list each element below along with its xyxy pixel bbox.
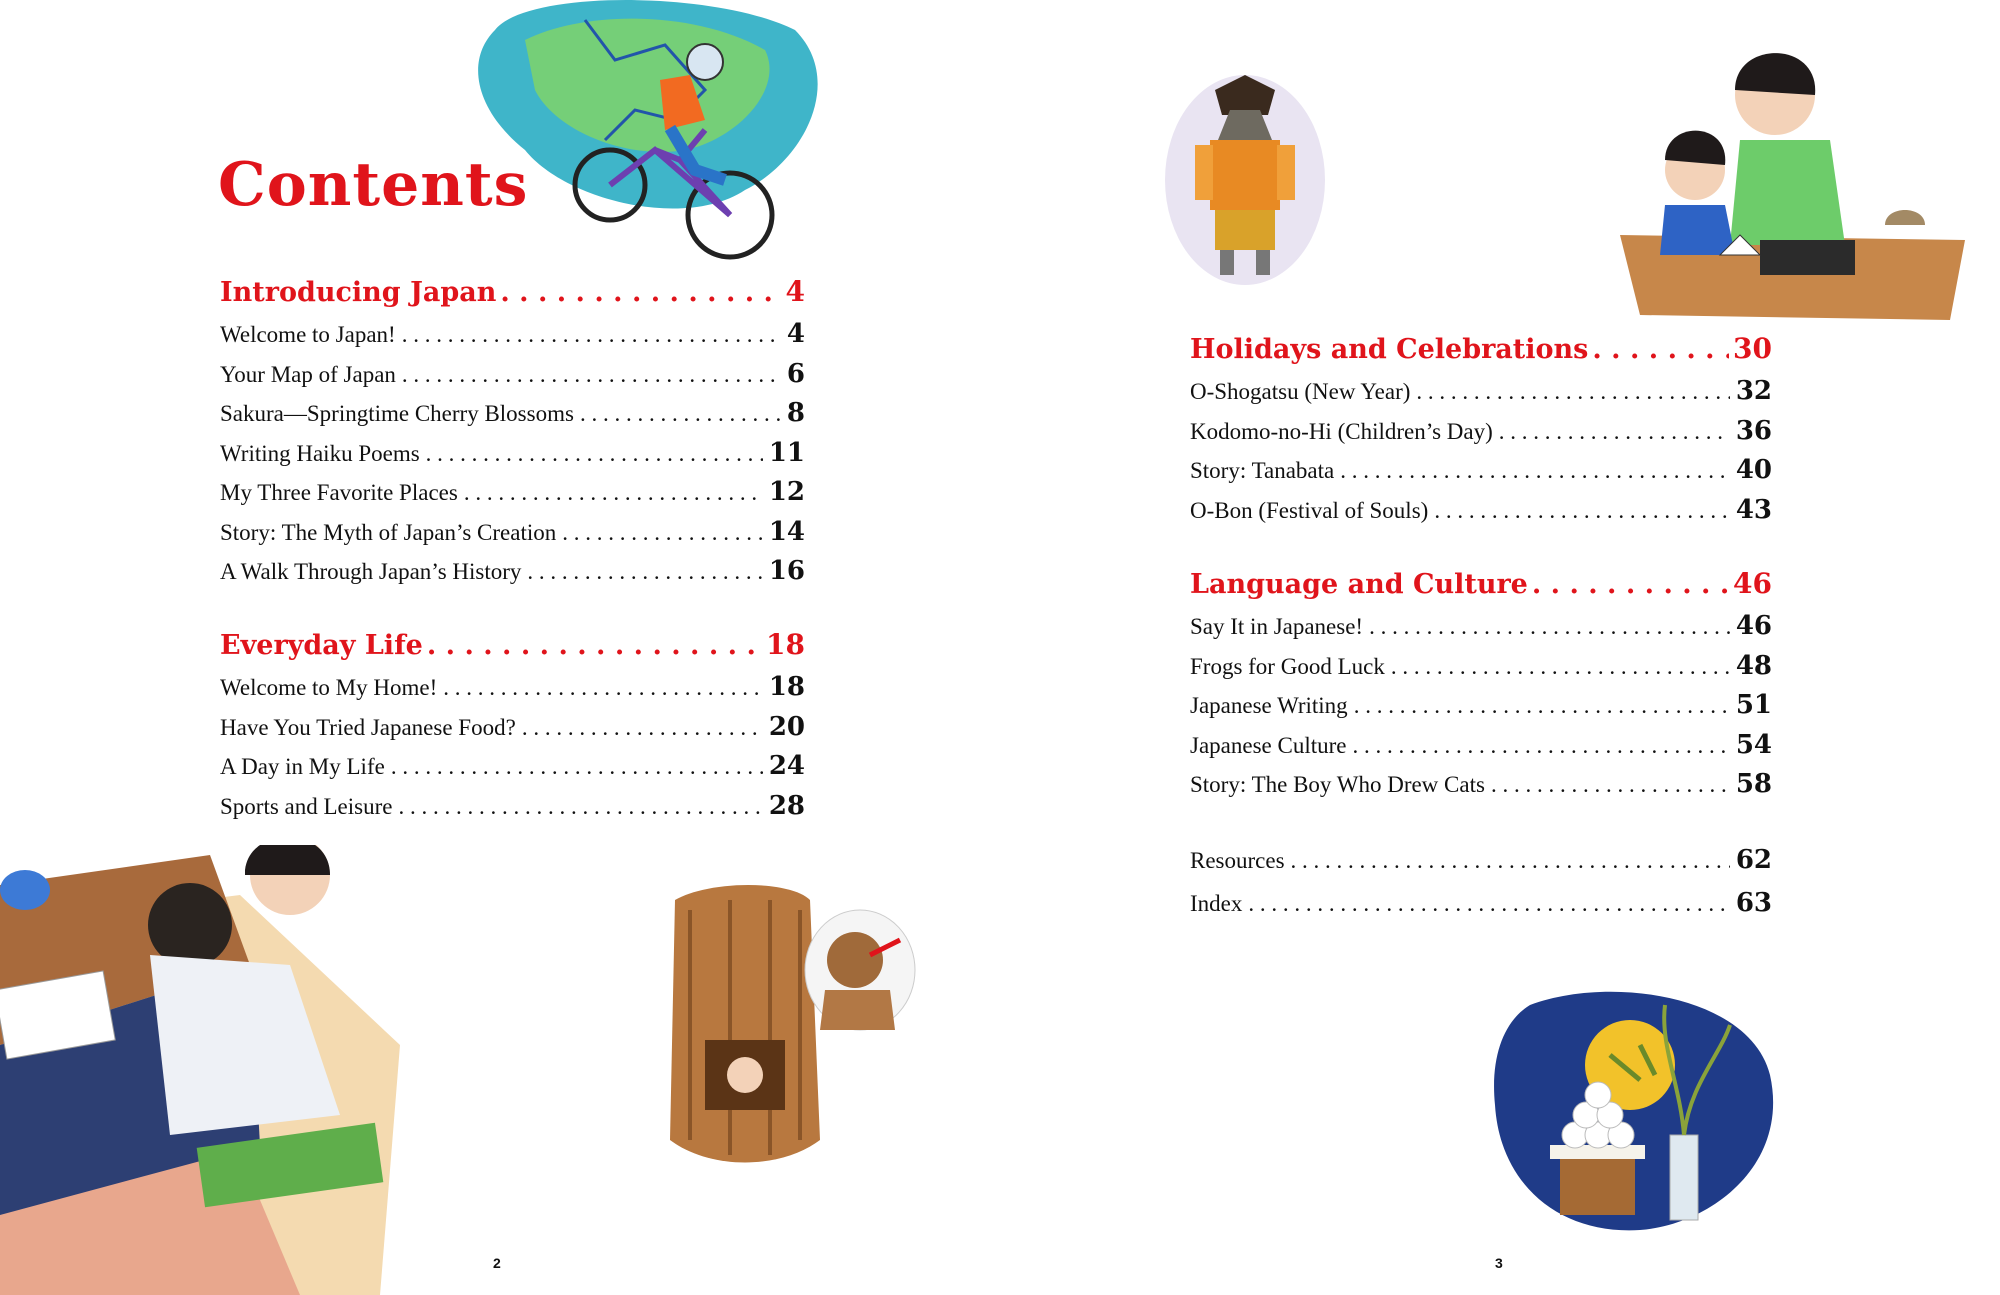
section-heading[interactable]: Language and Culture . . . 46 [1190,567,1772,611]
samurai-armor-illustration [1160,70,1330,285]
page-number-left: 2 [493,1255,501,1271]
toc-section-everyday-life [220,628,805,830]
section-heading[interactable]: Holidays and Celebrations . . . 30 [1190,332,1772,376]
toc-entry[interactable]: O-Shogatsu (New Year) . . . 32 [1190,376,1772,416]
toc-entry[interactable]: Have You Tried Japanese Food? . . . 20 [220,712,805,752]
toc-entry[interactable]: Kodomo-no-Hi (Children’s Day) . . . 36 [1190,416,1772,456]
toc-entry[interactable]: My Three Favorite Places . . . 12 [220,477,805,517]
toc-entry[interactable]: Index . . . 63 [1190,888,1772,931]
toc-entry[interactable]: O-Bon (Festival of Souls) . . . 43 [1190,495,1772,535]
toc-entry[interactable]: Sakura—Springtime Cherry Blossoms . . . 8 [220,398,805,438]
toc-entry[interactable]: Story: The Boy Who Drew Cats . . . 58 [1190,769,1772,809]
toc-section-language-culture [1190,567,1772,809]
toc-entry[interactable]: Resources . . . 62 [1190,845,1772,888]
toc-section-holidays [1190,332,1772,534]
toc-entry[interactable]: Frogs for Good Luck . . . 48 [1190,651,1772,691]
page-title: Contents [218,150,529,220]
page-number-right: 3 [1495,1255,1503,1271]
toc-entry[interactable]: A Day in My Life . . . 24 [220,751,805,791]
mother-daughter-onigiri-illustration [1620,20,1965,320]
cyclist-map-illustration [465,0,830,265]
toc-entry[interactable]: Japanese Culture . . . 54 [1190,730,1772,770]
section-heading[interactable]: Introducing Japan . . . 4 [220,275,805,319]
toc-section-introducing-japan [220,275,805,596]
toc-entry[interactable]: Writing Haiku Poems . . . 11 [220,438,805,478]
toc-entry[interactable]: Say It in Japanese! . . . 46 [1190,611,1772,651]
kids-studying-kotatsu-illustration [0,845,400,1295]
toc-back-matter [1190,845,1772,931]
toc-entry[interactable]: Your Map of Japan . . . 6 [220,359,805,399]
toc-entry[interactable]: A Walk Through Japan’s History . . . 16 [220,556,805,596]
buddha-statue-boy-illustration [650,880,935,1175]
toc-entry[interactable]: Welcome to Japan! . . . 4 [220,319,805,359]
toc-entry[interactable]: Welcome to My Home! . . . 18 [220,672,805,712]
toc-entry[interactable]: Story: Tanabata . . . 40 [1190,455,1772,495]
toc-entry[interactable]: Japanese Writing . . . 51 [1190,690,1772,730]
toc-entry[interactable]: Sports and Leisure . . . 28 [220,791,805,831]
section-heading[interactable]: Everyday Life . . . 18 [220,628,805,672]
toc-entry[interactable]: Story: The Myth of Japan’s Creation . . . 14 [220,517,805,557]
moon-viewing-dango-illustration [1490,985,1780,1270]
